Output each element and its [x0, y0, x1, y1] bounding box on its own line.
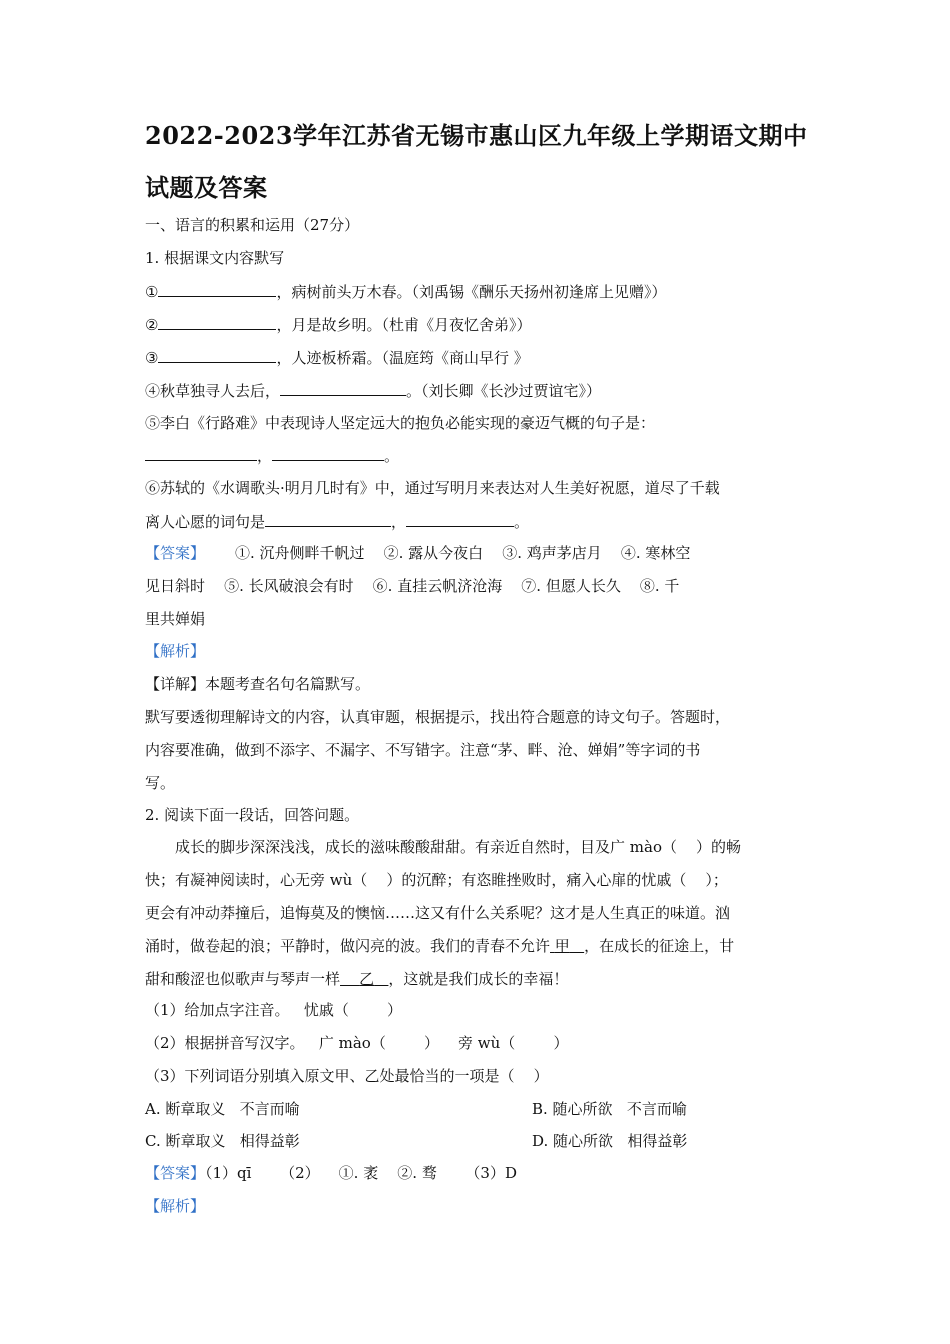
blank	[406, 510, 514, 527]
q1-item-2: ② ，月是故乡明。（杜甫《月夜忆舍弟》）	[145, 313, 531, 336]
q1-detail	[145, 673, 370, 695]
q2-passage-3: 更会有冲动莽撞后，追悔莫及的懊恼……这又有什么关系呢？这才是人生真正的味道。汹	[145, 904, 731, 922]
option-b: B. 随心所欲 不言而喻	[532, 1100, 687, 1118]
q1-item-1-text: ，病树前头万木春。（刘禹锡《酬乐天扬州初逢席上见赠》）	[276, 283, 667, 301]
q1-item-3: ③ ，人迹板桥霜。（温庭筠《商山早行 》	[145, 346, 529, 369]
analysis-tag: 【解析】	[145, 642, 206, 660]
q1-item-6-line2: 离人心愿的词句是 ， 。	[145, 510, 529, 533]
page-title	[145, 110, 815, 214]
q2-passage-5	[145, 968, 568, 990]
option-d: D. 随心所欲 相得益彰	[532, 1132, 688, 1150]
q1-answer-line2: 见日斜时 ⑤. 长风破浪会有时 ⑥. 直挂云帆济沧海 ⑦. 但愿人长久 ⑧. 千	[145, 577, 680, 595]
q1-answer-line1	[145, 542, 690, 564]
q2-stem: 2. 阅读下面一段话，回答问题。	[145, 806, 360, 824]
passage-5-text-b: ，这就是我们成长的幸福！	[388, 970, 569, 988]
blank-jia-label: 甲	[554, 937, 570, 955]
answer-text: ①. 沉舟侧畔千帆过 ②. 露从今夜白 ③. 鸡声茅店月 ④. 寒林空	[235, 544, 691, 562]
q1-item-3-text: ，人迹板桥霜。（温庭筠《商山早行 》	[276, 349, 529, 367]
q2-sub-3: （3）下列词语分别填入原文甲、乙处最恰当的一项是（ ）	[145, 1067, 549, 1085]
q1-item-5-blanks: ， 。	[145, 444, 399, 467]
q1-explanation-2: 内容要准确，做到不添字、不漏字、不写错字。注意“茅、畔、沧、婵娟”等字词的书	[145, 741, 701, 759]
title-line-1: 2022-2023学年江苏省无锡市惠山区九年级上学期语文期中	[145, 121, 808, 150]
answer-tag: 【答案】	[145, 544, 206, 562]
option-c: C. 断章取义 相得益彰	[145, 1132, 300, 1150]
q1-explanation-1: 默写要透彻理解诗文的内容，认真审题，根据提示，找出符合题意的诗文句子。答题时，	[145, 708, 731, 726]
answer-text: （1）qī （2） ①. 袤 ②. 骛 （3）D	[205, 1164, 518, 1182]
blank	[272, 444, 384, 461]
q1-item-4-text-a: ④秋草独寻人去后，	[145, 382, 281, 400]
blank-yi-label: 乙	[359, 970, 375, 988]
title-line-2: 试题及答案	[145, 173, 268, 202]
analysis-tag: 【解析】	[145, 1197, 206, 1215]
option-a: A. 断章取义 不言而喻	[145, 1100, 300, 1118]
blank	[145, 444, 257, 461]
answer-tag: 【答案】	[145, 1164, 206, 1182]
q1-item-6-line1: ⑥苏轼的《水调歌头·明月几时有》中，通过写明月来表达对人生美好祝愿，道尽了千载	[145, 479, 720, 497]
blank	[265, 510, 391, 527]
q1-item-2-text: ，月是故乡明。（杜甫《月夜忆舍弟》）	[276, 316, 532, 334]
q1-explanation-3: 写。	[145, 774, 176, 792]
blank	[280, 379, 406, 396]
detail-text: 本题考查名句名篇默写。	[205, 675, 371, 693]
blank	[158, 346, 276, 363]
q2-answer	[145, 1162, 517, 1184]
q2-passage-2: 快；有凝神阅读时，心无旁 wù（ ）的沉醉；有恣睢挫败时，痛入心扉的忧戚（ ）；	[145, 871, 728, 889]
blank-yi	[340, 970, 388, 988]
q1-item-4-text-b: 。（刘长卿《长沙过贾谊宅》）	[406, 382, 602, 400]
q1-answer-line3: 里共婵娟	[145, 610, 206, 628]
q1-item-5: ⑤李白《行路难》中表现诗人坚定远大的抱负必能实现的豪迈气概的句子是：	[145, 414, 656, 432]
blank	[158, 313, 276, 330]
section-heading: 一、语言的积累和运用（27分）	[145, 216, 360, 234]
blank-jia	[550, 937, 584, 955]
q2-passage-4	[145, 935, 734, 957]
q2-passage-1: 成长的脚步深深浅浅，成长的滋味酸酸甜甜。有亲近自然时，目及广 mào（ ）的畅	[175, 838, 742, 856]
q1-stem: 1. 根据课文内容默写	[145, 249, 285, 267]
passage-4-text-b: ，在成长的征途上，甘	[584, 937, 735, 955]
q1-item-1: ① ，病树前头万木春。（刘禹锡《酬乐天扬州初逢席上见赠》）	[145, 280, 666, 303]
passage-5-text-a: 甜和酸涩也似歌声与琴声一样	[145, 970, 341, 988]
q2-sub-2: （2）根据拼音写汉字。 广 mào（ ） 旁 wù（ ）	[145, 1034, 569, 1052]
detail-tag: 【详解】	[145, 675, 206, 693]
q1-item-4	[145, 379, 601, 402]
blank	[158, 280, 276, 297]
q1-item-6-text: 离人心愿的词句是	[145, 513, 266, 531]
passage-4-text-a: 涌时，做卷起的浪；平静时，做闪亮的波。我们的青春不允许	[145, 937, 551, 955]
q2-sub-1: （1）给加点字注音。 忧戚（ ）	[145, 1001, 402, 1019]
